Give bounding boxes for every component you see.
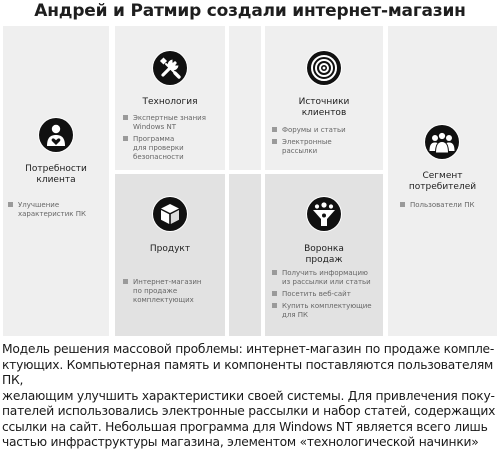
bullet-square-icon [272,270,277,275]
sales-funnel-list [272,269,384,323]
bullet-square-icon [123,279,128,284]
bullet-square-icon [272,139,277,144]
panel-center-strip-top [229,26,261,170]
list-item: Экспертные знания Windows NT [123,114,223,132]
box-icon [152,196,188,232]
caption-line: ктующих. Компьютерная память и компоненты поставляются пользователям ПК, [2,357,494,387]
technology-title: Технология [142,97,198,107]
caption-line: ссылки на сайт. Небольшая программа для Windows NT является всего лишь [2,419,488,434]
list-item: Улучшение характеристик ПК [8,201,108,219]
customer-segment-title: Сегмент потребителей [408,171,477,192]
list-item: Интернет-магазин по продаже комплектующих [123,278,223,305]
funnel-icon [306,196,342,232]
bullet-square-icon [272,291,277,296]
product-title: Продукт [149,244,191,254]
caption-line: частью инфраструктуры магазина, элементом «технологической начинки» [2,435,479,449]
product-list [123,278,223,308]
list-item: Форумы и статьи [272,126,382,135]
caption-line: пателей использовались электронные рассылки и набор статей, содержащих [2,404,496,418]
caption-line: Модель решения массовой проблемы: интернет-магазин по продаже компле- [2,342,495,356]
list-item: Электронные рассылки [272,138,382,156]
caption-line: желающим улучшить характеристики своей системы. Для привлечения поку- [2,388,495,403]
wrench-screwdriver-icon [152,50,188,86]
customer-sources-title: Источники клиентов [298,97,350,118]
list-item: Программа для проверки безопасности [123,135,223,162]
customer-needs-list [8,201,108,222]
sales-funnel-title: Воронка продаж [304,244,344,265]
people-group-icon [424,124,460,160]
list-item: Посетить веб-сайт [272,290,384,299]
bullet-square-icon [123,115,128,120]
customer-needs-title: Потребности клиента [25,164,87,185]
bullet-square-icon [123,136,128,141]
bullet-square-icon [400,202,405,207]
bullet-square-icon [272,127,277,132]
diagram-title: Андрей и Ратмир создали интернет-магазин [34,1,466,21]
panel-center-strip-bottom [229,174,261,336]
figure-caption [2,342,498,451]
list-item: Пользователи ПК [400,201,496,210]
heart-person-icon [38,117,74,153]
customer-segment-list [400,201,496,213]
technology-list [123,114,223,165]
bullet-square-icon [272,303,277,308]
customer-sources-list [272,126,382,159]
list-item: Получить информацию из рассылки или статьи [272,269,384,287]
bullet-square-icon [8,202,13,207]
list-item: Купить комплектующие для ПК [272,302,384,320]
target-icon [306,50,342,86]
